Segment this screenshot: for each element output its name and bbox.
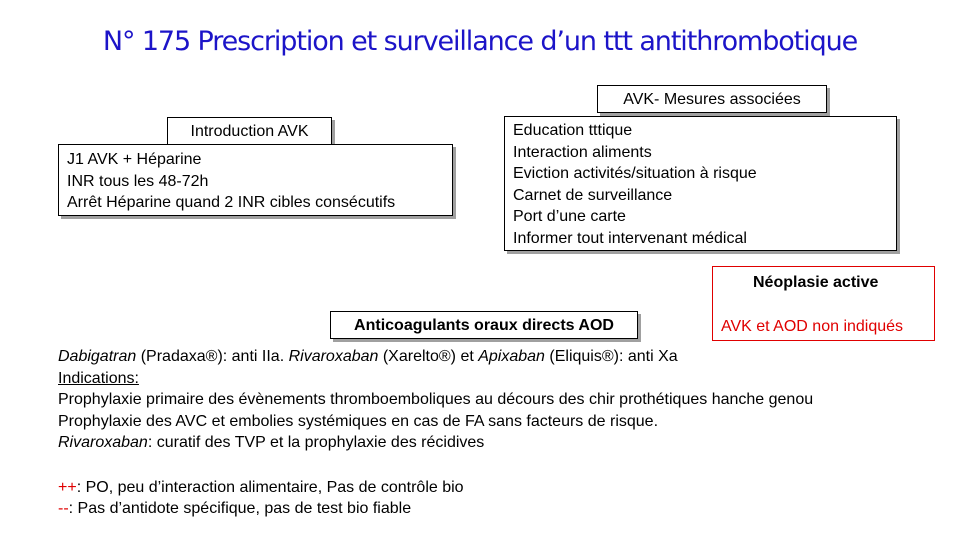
- avk-measure-item: Carnet de surveillance: [513, 186, 673, 204]
- neoplasie-header: Néoplasie active: [753, 274, 879, 291]
- intro-avk-box: [58, 144, 453, 216]
- avk-measure-item: Eviction activités/situation à risque: [513, 165, 757, 182]
- minus-marker: --: [58, 500, 69, 517]
- intro-avk-lines: [67, 149, 395, 214]
- aod-drugs-line: [58, 346, 678, 368]
- indication-item: Prophylaxie des AVC et embolies systémiques en cas de FA sans facteurs de risque.: [58, 412, 659, 430]
- rivaroxaban-text: : curatif des TVP et la prophylaxie des récidives: [147, 434, 485, 451]
- indications-label: Indications:: [58, 369, 139, 387]
- avk-measure-item: Informer tout intervenant médical: [513, 229, 747, 247]
- avk-measure-item: Interaction aliments: [513, 143, 652, 161]
- intro-avk-line: INR tous les 48-72h: [67, 172, 209, 190]
- avk-measure-item: Education tttique: [513, 122, 633, 139]
- avk-measure-item: Port d’une carte: [513, 208, 626, 225]
- advantages-text: : PO, peu d’interaction alimentaire, Pas de contrôle bio: [76, 479, 464, 496]
- intro-avk-header-box: [167, 117, 332, 145]
- avk-measures-header-box: [597, 85, 827, 113]
- neoplasie-text: AVK et AOD non indiqués: [721, 318, 904, 335]
- intro-avk-header: Introduction AVK: [190, 123, 309, 140]
- drug-dabigatran: Dabigatran: [58, 348, 137, 365]
- aod-header: Anticoagulants oraux directs AOD: [354, 317, 614, 334]
- intro-avk-line: Arrêt Héparine quand 2 INR cibles consécutifs: [67, 194, 396, 211]
- drug-apixaban-desc: (Eliquis®): anti Xa: [544, 348, 678, 365]
- page-title: N° 175 Prescription et surveillance d’un ttt antithrombotique: [102, 26, 858, 57]
- drug-dabigatran-desc: (Pradaxa®): anti IIa.: [136, 348, 289, 365]
- drawbacks-line: [58, 498, 411, 520]
- neoplasie-box: [712, 266, 935, 341]
- avk-measures-header: AVK- Mesures associées: [623, 91, 801, 108]
- drug-rivaroxaban: Rivaroxaban: [288, 348, 379, 365]
- aod-header-box: [330, 311, 638, 339]
- rivaroxaban-label: Rivaroxaban: [58, 434, 148, 451]
- advantages-line: [58, 477, 464, 499]
- avk-measures-box: [504, 116, 897, 251]
- indication-item: Prophylaxie primaire des évènements thromboemboliques au décours des chir prothétiques hanche genou: [58, 391, 814, 408]
- drug-apixaban: Apixaban: [478, 348, 545, 365]
- intro-avk-line: J1 AVK + Héparine: [67, 151, 202, 168]
- rivaroxaban-line: [58, 432, 484, 454]
- avk-measures-list: [513, 120, 757, 249]
- drawbacks-text: : Pas d’antidote spécifique, pas de test bio fiable: [68, 500, 412, 517]
- plus-marker: ++: [58, 479, 77, 496]
- drug-rivaroxaban-desc: (Xarelto®) et: [378, 348, 479, 365]
